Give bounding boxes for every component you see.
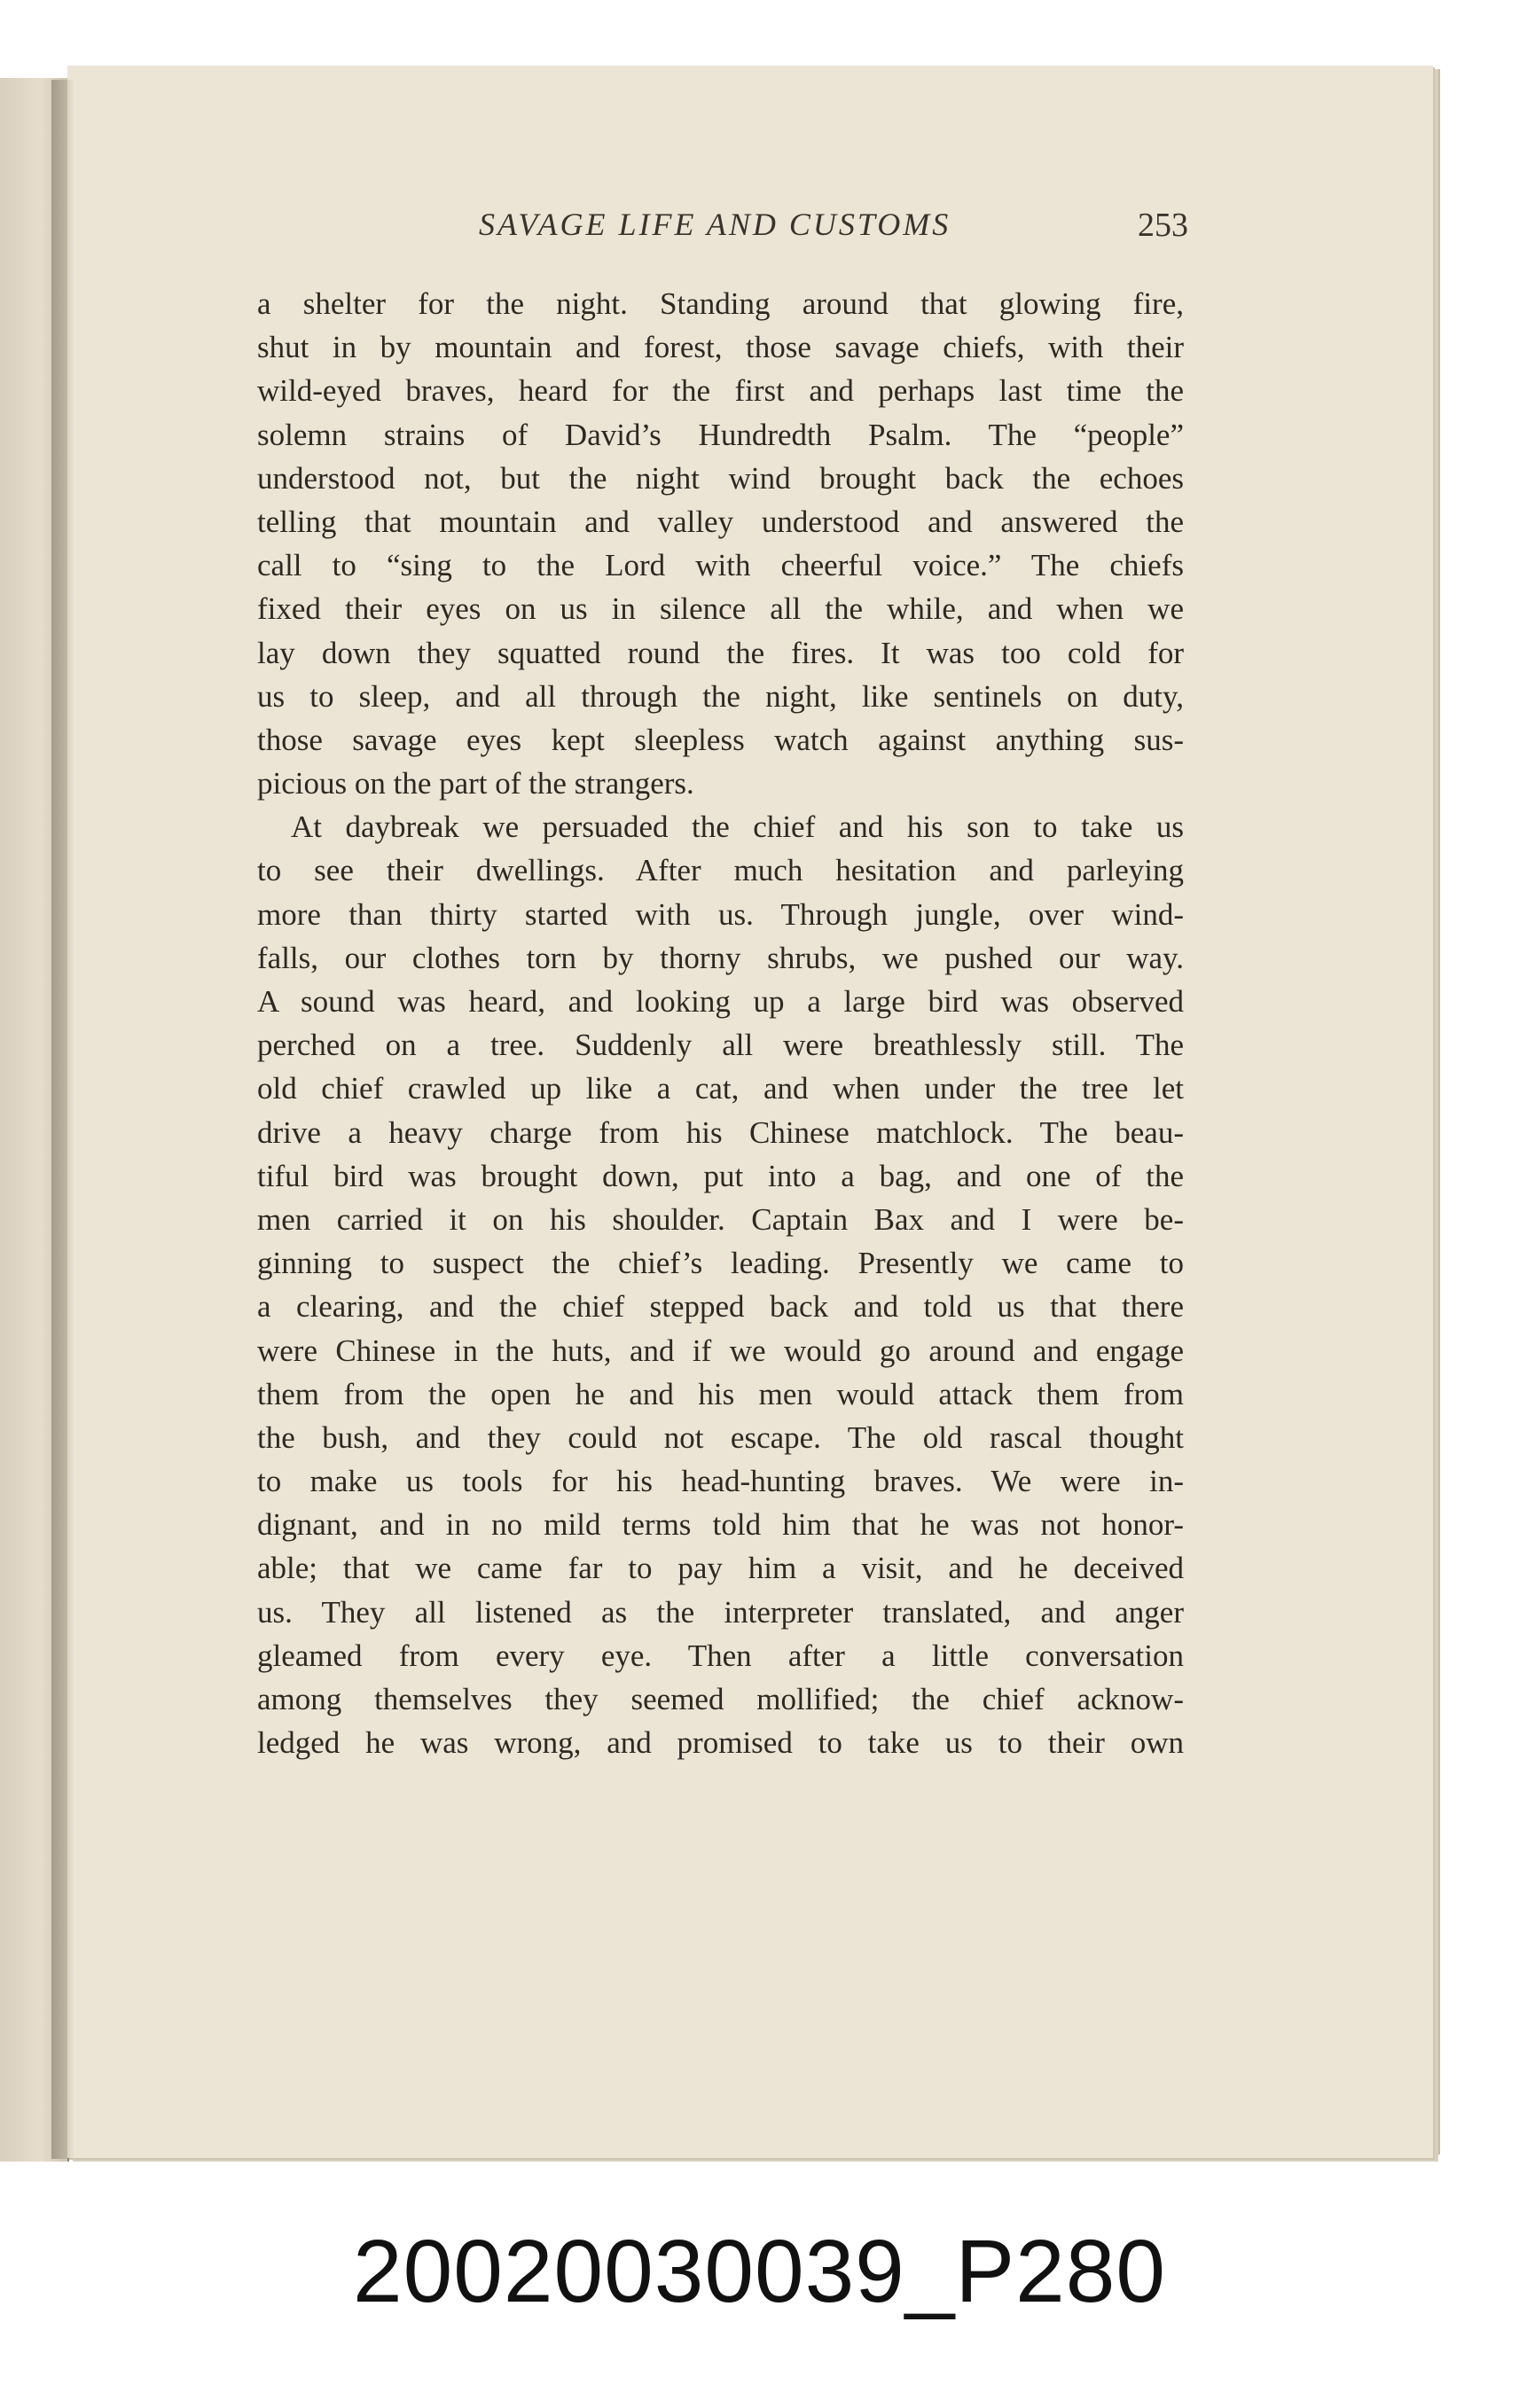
text-line: falls, our clothes torn by thorny shrubs, we pushed our way. <box>257 940 1184 975</box>
text-line: At daybreak we persuaded the chief and his son to take us <box>291 809 1184 845</box>
page-number: 253 <box>1138 207 1188 244</box>
text-line: ledged he was wrong, and promised to take us to their own <box>257 1725 1184 1761</box>
text-line: shut in by mountain and forest, those savage chiefs, with their <box>257 330 1184 365</box>
text-line: us. They all listened as the interpreter translated, and anger <box>257 1594 1184 1630</box>
text-line: A sound was heard, and looking up a large bird was observed <box>257 984 1184 1019</box>
text-line: drive a heavy charge from his Chinese matchlock. The beau- <box>257 1114 1184 1150</box>
text-line: men carried it on his shoulder. Captain Bax and I were be- <box>257 1201 1184 1237</box>
text-line: among themselves they seemed mollified; the chief acknow- <box>257 1682 1184 1716</box>
text-line: the bush, and they could not escape. The old rascal thought <box>257 1419 1184 1455</box>
text-line: to make us tools for his head-hunting braves. We were in- <box>257 1464 1184 1499</box>
text-line: understood not, but the night wind brought back the echoes <box>257 460 1184 496</box>
text-line: solemn strains of David’s Hundredth Psalm. The “people” <box>257 417 1184 452</box>
text-line: us to sleep, and all through the night, like sentinels on duty, <box>257 678 1184 714</box>
text-line: call to “sing to the Lord with cheerful voice.” The chiefs <box>257 548 1184 583</box>
text-line: those savage eyes kept sleepless watch against anything sus- <box>257 722 1184 757</box>
text-line: dignant, and in no mild terms told him that he was not honor- <box>257 1507 1184 1543</box>
text-line: more than thirty started with us. Through jungle, over wind- <box>257 896 1184 932</box>
text-line: them from the open he and his men would attack them from <box>257 1376 1184 1411</box>
text-line: tiful bird was brought down, put into a bag, and one of the <box>257 1158 1184 1193</box>
text-line: able; that we came far to pay him a visit, and he deceived <box>257 1551 1184 1586</box>
text-line: perched on a tree. Suddenly all were breathlessly still. The <box>257 1028 1184 1063</box>
text-line: were Chinese in the huts, and if we would go around and engage <box>257 1333 1184 1368</box>
archive-id-caption: 20020030039_P280 <box>353 2222 1166 2321</box>
text-line: picious on the part of the strangers. <box>257 766 694 801</box>
text-line: fixed their eyes on us in silence all the while, and when we <box>257 591 1184 627</box>
text-line: wild-eyed braves, heard for the first and perhaps last time the <box>257 373 1184 409</box>
text-line: telling that mountain and valley understood and answered the <box>257 504 1184 539</box>
text-line: gleamed from every eye. Then after a little conversation <box>257 1638 1184 1673</box>
text-line: lay down they squatted round the fires. It was too cold for <box>257 635 1184 670</box>
spine-shadow <box>51 80 74 2159</box>
body-text <box>257 282 1184 1764</box>
text-line: ginning to suspect the chief’s leading. Presently we came to <box>257 1246 1184 1281</box>
text-line: a clearing, and the chief stepped back and told us that there <box>257 1289 1184 1325</box>
text-line: a shelter for the night. Standing around that glowing fire, <box>257 286 1184 321</box>
running-head-title: SAVAGE LIFE AND CUSTOMS <box>479 207 951 242</box>
text-line: old chief crawled up like a cat, and when under the tree let <box>257 1071 1184 1106</box>
text-line: to see their dwellings. After much hesitation and parleying <box>257 853 1184 888</box>
running-head <box>257 206 1188 259</box>
